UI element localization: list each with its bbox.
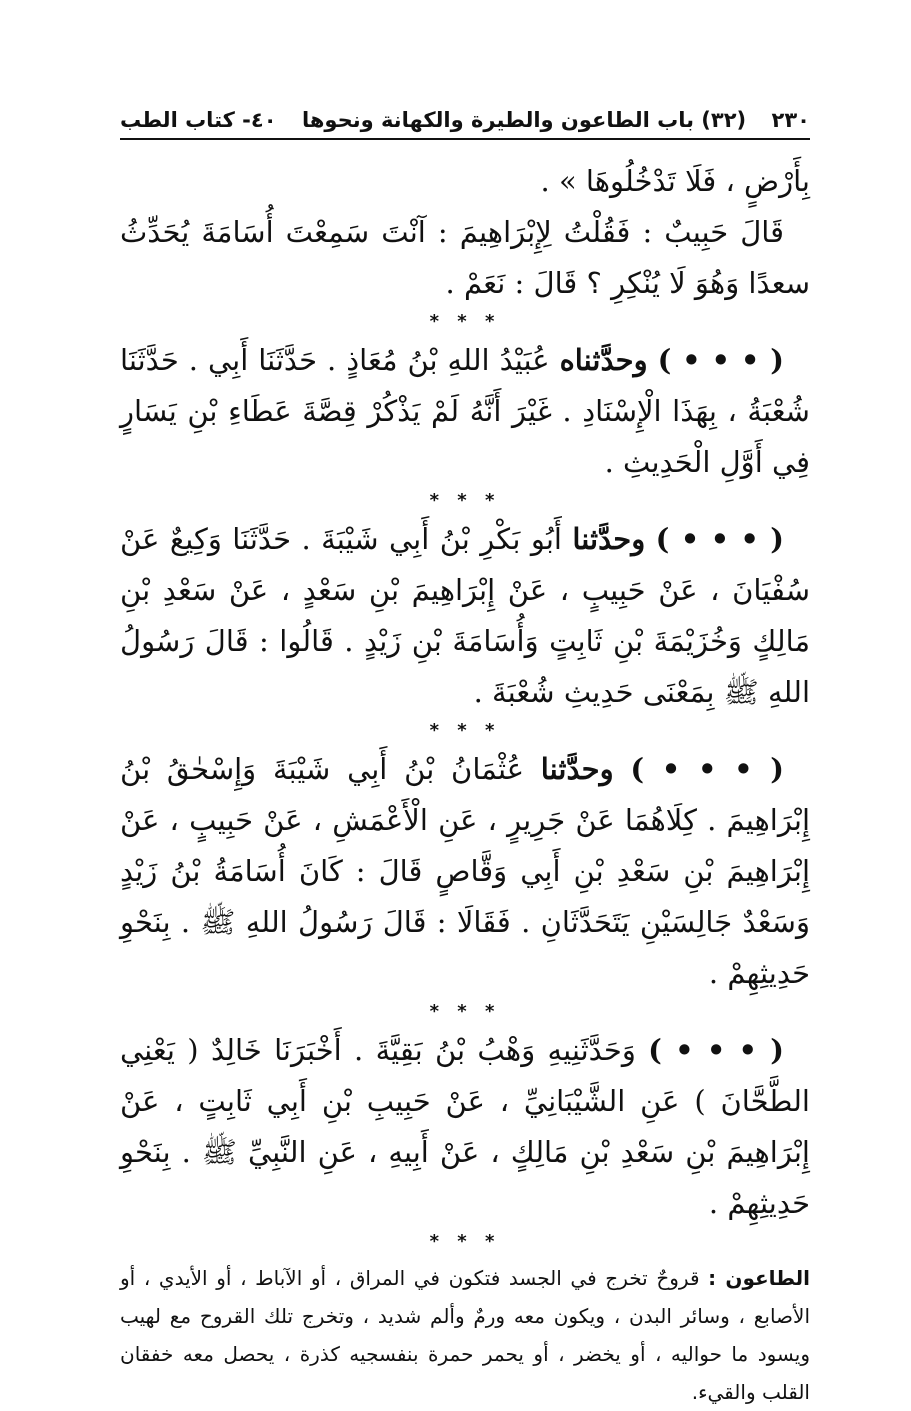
hadith-lead: وحدَّثنا: [540, 752, 614, 786]
hadith-3: [120, 744, 810, 999]
header-titles: [302, 108, 746, 132]
hadith-text: عُثْمَانُ بْنُ أَبِي شَيْبَةَ وَإِسْحٰقُ بْنُ إِبْرَاهِيمَ . كِلَاهُمَا عَنْ جَرِيرٍ ، عَنِ الْأَعْمَشِ ، عَنْ حَبِيبٍ ، عَنْ إِبْرَاهِيمَ بْنِ سَعْدِ بْنِ أَبِي وَقَّاصٍ قَالَ : كَانَ أُسَامَةُ بْنُ زَيْدٍ وَسَعْدٌ جَالِسَيْنِ يَتَحَدَّثَانِ . فَقَالَا : قَالَ رَسُولُ اللهِ ﷺ . بِنَحْوِ حَدِيثِهِمْ .: [120, 752, 810, 990]
hadith-lead: وحدَّثنا: [572, 522, 646, 556]
hadith-4: [120, 1025, 810, 1229]
footnote-text: قروحٌ تخرج في الجسد فتكون في المراق ، أو الآباط ، أو الأيدي ، أو الأصابع ، وسائر البدن ، ويكون معه ورمٌ وألم شديد ، وتخرج تلك القروح مع لهيب ويسود ما حواليه ، أو يخضر ، أو يحمر حمرة بنفسجيه كذرة ، يحصل معه خفقان القلب والقيء.: [120, 1266, 810, 1404]
intro-line-1: بِأَرْضٍ ، فَلَا تَدْخُلُوهَا » .: [540, 164, 810, 198]
hadith-lead: وحدَّثناه: [559, 343, 648, 377]
hadith-text: وَهْبُ بْنُ بَقِيَّةَ . أَخْبَرَنَا خَالِدٌ ( يَعْنِي الطَّحَّانَ ) عَنِ الشَّيْبَانِيِّ ، عَنْ حَبِيبِ بْنِ أَبِي ثَابِتٍ ، عَنْ إِبْرَاهِيمَ بْنِ سَعْدِ بْنِ مَالِكٍ ، عَنْ أَبِيهِ ، عَنِ النَّبِيِّ ﷺ . بِنَحْوِ حَدِيثِهِمْ .: [120, 1033, 810, 1220]
page-number: ٢٣٠: [771, 108, 810, 132]
running-header: [120, 108, 810, 140]
intro-line-2: قَالَ حَبِيبٌ : فَقُلْتُ لِإِبْرَاهِيمَ : آنْتَ سَمِعْتَ أُسَامَةَ يُحَدِّثُ سعدًا وَهُوَ لَا يُنْكِرِ ؟ قَالَ : نَعَمْ .: [120, 215, 810, 300]
hadith-number: ( • • • ): [648, 1033, 785, 1067]
book-title: ٤٠- كتاب الطب: [120, 108, 277, 132]
hadith-2: [120, 514, 810, 718]
page: [120, 108, 810, 1411]
hadith-1: [120, 335, 810, 488]
hadith-lead: وَحَدَّثَنِيهِ: [547, 1033, 636, 1067]
separator: * * *: [429, 490, 501, 511]
separator: * * *: [429, 311, 501, 332]
hadith-text: أَبُو بَكْرِ بْنُ أَبِي شَيْبَةَ . حَدَّثَنَا وَكِيعٌ عَنْ سُفْيَانَ ، عَنْ حَبِيبٍ ، عَنْ إِبْرَاهِيمَ بْنِ سَعْدٍ ، عَنْ سَعْدِ بْنِ مَالِكٍ وَخُزَيْمَةَ بْنِ ثَابِتٍ وَأُسَامَةَ بْنِ زَيْدٍ . قَالُوا : قَالَ رَسُولُ اللهِ ﷺ بِمَعْنَى حَدِيثِ شُعْبَةَ .: [120, 522, 810, 709]
separator: * * *: [429, 720, 501, 741]
hadith-number: ( • • • ): [657, 343, 785, 377]
footnote: [120, 1259, 810, 1411]
hadith-number: ( • • • ): [630, 752, 785, 786]
footnote-term: الطاعون :: [708, 1266, 811, 1290]
chapter-title: (٣٢) باب الطاعون والطيرة والكهانة ونحوها: [301, 108, 747, 132]
separator: * * *: [429, 1231, 501, 1252]
hadith-number: ( • • • ): [655, 522, 785, 556]
hadith-text: عُبَيْدُ اللهِ بْنُ مُعَاذٍ . حَدَّثَنَا أَبِي . حَدَّثَنَا شُعْبَةُ ، بِهَذَا الْإِسْنَادِ . غَيْرَ أَنَّهُ لَمْ يَذْكُرْ قِصَّةَ عَطَاءِ بْنِ يَسَارٍ فِي أَوَّلِ الْحَدِيثِ .: [120, 343, 810, 479]
separator: * * *: [429, 1001, 501, 1022]
